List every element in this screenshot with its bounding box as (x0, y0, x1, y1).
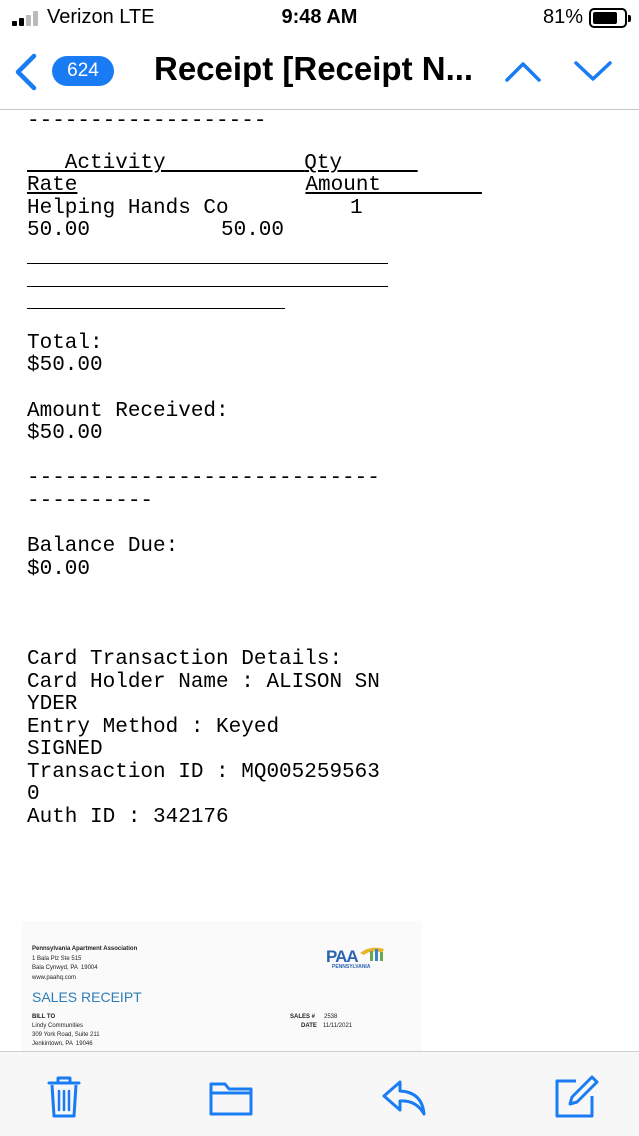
rule-top: ------------------- (27, 111, 267, 133)
status-bar (0, 0, 639, 36)
nav-bar (0, 36, 639, 110)
delete-button[interactable] (40, 1074, 88, 1120)
clock: 9:48 AM (281, 6, 358, 28)
sales-number: 2538 (324, 1014, 338, 1020)
rule-mid-continued: ---------- (27, 490, 154, 513)
date-label: DATE (301, 1023, 317, 1029)
sales-number-label: SALES # (290, 1014, 316, 1020)
logo-subtext: PENNSYLVANIA (332, 964, 371, 970)
compose-button[interactable] (552, 1074, 600, 1120)
bill-to-name: Lindy Communities (32, 1023, 84, 1029)
sales-receipt-title: SALES RECEIPT (32, 989, 142, 1005)
back-button[interactable] (8, 50, 48, 94)
header-qty: Qty (304, 152, 418, 175)
compose-icon (552, 1074, 600, 1120)
amount-received-label: Amount Received: (27, 400, 229, 423)
card-holder-line-continued: YDER (27, 693, 78, 716)
total-label: Total: (27, 332, 103, 355)
folder-icon (207, 1074, 255, 1120)
header-amount: Amount (305, 174, 382, 197)
card-details-label: Card Transaction Details: (27, 648, 343, 671)
entry-method: Entry Method : Keyed (27, 716, 280, 739)
table-header-row2 (27, 175, 482, 198)
transaction-id-line: Transaction ID : MQ005259563 (27, 761, 380, 784)
rule-mid: ---------------------------- (27, 467, 380, 490)
email-body[interactable] (0, 111, 639, 1051)
divider-line (27, 286, 388, 287)
unread-count-badge[interactable]: 624 (52, 56, 114, 86)
date-value: 11/11/2021 (323, 1023, 353, 1029)
page-title: Receipt [Receipt N... (154, 50, 474, 87)
reply-button[interactable] (380, 1074, 428, 1120)
total-value: $50.00 (27, 354, 103, 377)
move-to-folder-button[interactable] (207, 1074, 255, 1120)
trash-icon (40, 1074, 88, 1120)
bill-to-address: 309 York Road, Suite 211 (32, 1032, 100, 1038)
sales-receipt-image[interactable] (22, 921, 422, 1051)
transaction-id-line-continued: 0 (27, 783, 40, 806)
item-name: Helping Hands Co (27, 197, 229, 220)
bottom-toolbar (0, 1051, 639, 1136)
signed-label: SIGNED (27, 738, 103, 761)
battery-icon (589, 8, 627, 28)
amount-received-value: $50.00 (27, 422, 103, 445)
chevron-left-icon (8, 50, 48, 94)
logo-text: PAA (326, 947, 358, 966)
card-holder-line: Card Holder Name : ALISON SN (27, 671, 380, 694)
divider-line (27, 308, 285, 309)
reply-icon (380, 1074, 428, 1120)
org-address-line: 1 Bala Plz Ste 515 (32, 956, 82, 962)
item-rate: 50.00 (27, 219, 91, 242)
org-address-line: Bala Cynwyd, PA 19004 (32, 965, 98, 971)
previous-message-button[interactable] (503, 56, 543, 86)
paa-logo (326, 943, 388, 975)
next-message-button[interactable] (572, 56, 614, 86)
divider-line (27, 263, 388, 264)
header-activity: Activity (27, 152, 305, 175)
balance-due-value: $0.00 (27, 558, 91, 581)
table-header-row1 (27, 153, 418, 176)
balance-due-label: Balance Due: (27, 535, 179, 558)
bill-to-address: Jenkintown, PA 19046 (32, 1041, 93, 1047)
chevron-down-icon (572, 56, 614, 86)
carrier-label: Verizon LTE (47, 6, 155, 28)
item-amount: 50.00 (221, 219, 285, 242)
item-qty: 1 (350, 197, 363, 220)
header-rate: Rate (27, 174, 78, 197)
chevron-up-icon (503, 56, 543, 86)
org-name: Pennsylvania Apartment Association (32, 946, 138, 952)
bill-to-label: BILL TO (32, 1014, 56, 1020)
auth-id: Auth ID : 342176 (27, 806, 229, 829)
org-website: www.paahq.com (32, 975, 77, 981)
battery-percent: 81% (542, 6, 583, 28)
